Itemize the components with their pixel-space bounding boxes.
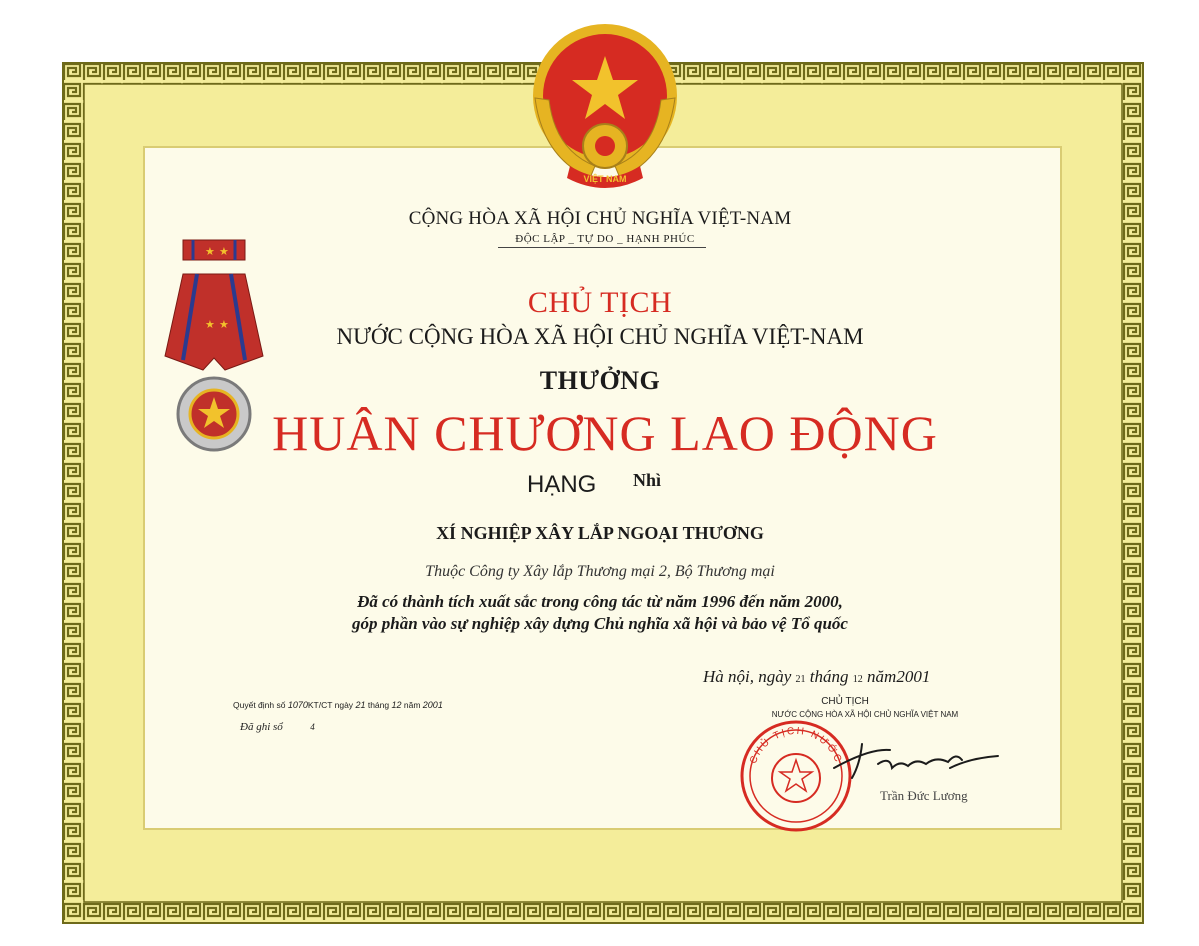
svg-text:★: ★ [219,246,229,258]
decision-number: 1070 [287,700,308,710]
decision-day: 21 [355,700,366,710]
recipient-organization: XÍ NGHIỆP XÂY LẮP NGOẠI THƯƠNG [436,523,764,543]
national-emblem [515,18,695,198]
signer-title: CHỦ TỊCH [821,696,869,707]
registry-entry [240,721,315,733]
class-label: HẠNG [527,471,597,498]
country-name: CỘNG HÒA XÃ HỘI CHỦ NGHĨA VIỆT-NAM [408,208,792,229]
national-motto: ĐỘC LẬP _ TỰ DO _ HẠNH PHÚC [515,233,695,245]
registry-label: Đã ghi sổ [240,721,283,733]
registry-number: 4 [310,722,315,732]
date-month-label: tháng [809,667,849,686]
issue-date [703,667,930,687]
signer-name: Trần Đức Lương [880,788,968,803]
signer-organization: NƯỚC CỘNG HÒA XÃ HỘI CHỦ NGHĨA VIỆT NAM [771,710,959,719]
date-year-label: năm [867,667,897,686]
recipient-affiliation: Thuộc Công ty Xây lắp Thương mại 2, Bộ Thương mại [425,563,775,580]
svg-text:★: ★ [219,319,229,331]
decision-reference [233,700,443,710]
date-month: 12 [852,674,863,685]
svg-text:CHỦ TỊCH NƯỚC: CHỦ TỊCH NƯỚC [748,725,844,766]
svg-text:★: ★ [205,246,215,258]
merit-line-1: Đã có thành tích xuất sắc trong công tác từ năm 1996 đến năm 2000, [357,592,843,611]
decision-month: 12 [391,700,402,710]
date-place: Hà nội, ngày [703,667,792,686]
decision-year-label: năm [403,700,421,710]
date-day: 21 [795,674,806,685]
award-name: HUÂN CHƯƠNG LAO ĐỘNG [272,405,938,461]
issuer-country: NƯỚC CỘNG HÒA XÃ HỘI CHỦ NGHĨA VIỆT-NAM [336,324,864,349]
class-value: Nhì [633,470,662,490]
award-verb: THƯỞNG [539,366,661,395]
decision-suffix: KT/CT ngày [307,700,354,710]
merit-line-2: góp phần vào sự nghiệp xây dựng Chủ nghĩa xã hội và bảo vệ Tổ quốc [352,614,848,633]
decision-month-label: tháng [367,700,390,710]
decision-year: 2001 [422,700,443,710]
decision-label: Quyết định số [233,700,286,710]
handwritten-signature [830,730,1010,790]
issuer-title: CHỦ TỊCH [527,286,673,319]
motto-divider [498,247,706,248]
emblem-label: VIỆT NAM [583,174,627,184]
date-year: 2001 [896,667,931,686]
svg-text:★: ★ [205,319,215,331]
